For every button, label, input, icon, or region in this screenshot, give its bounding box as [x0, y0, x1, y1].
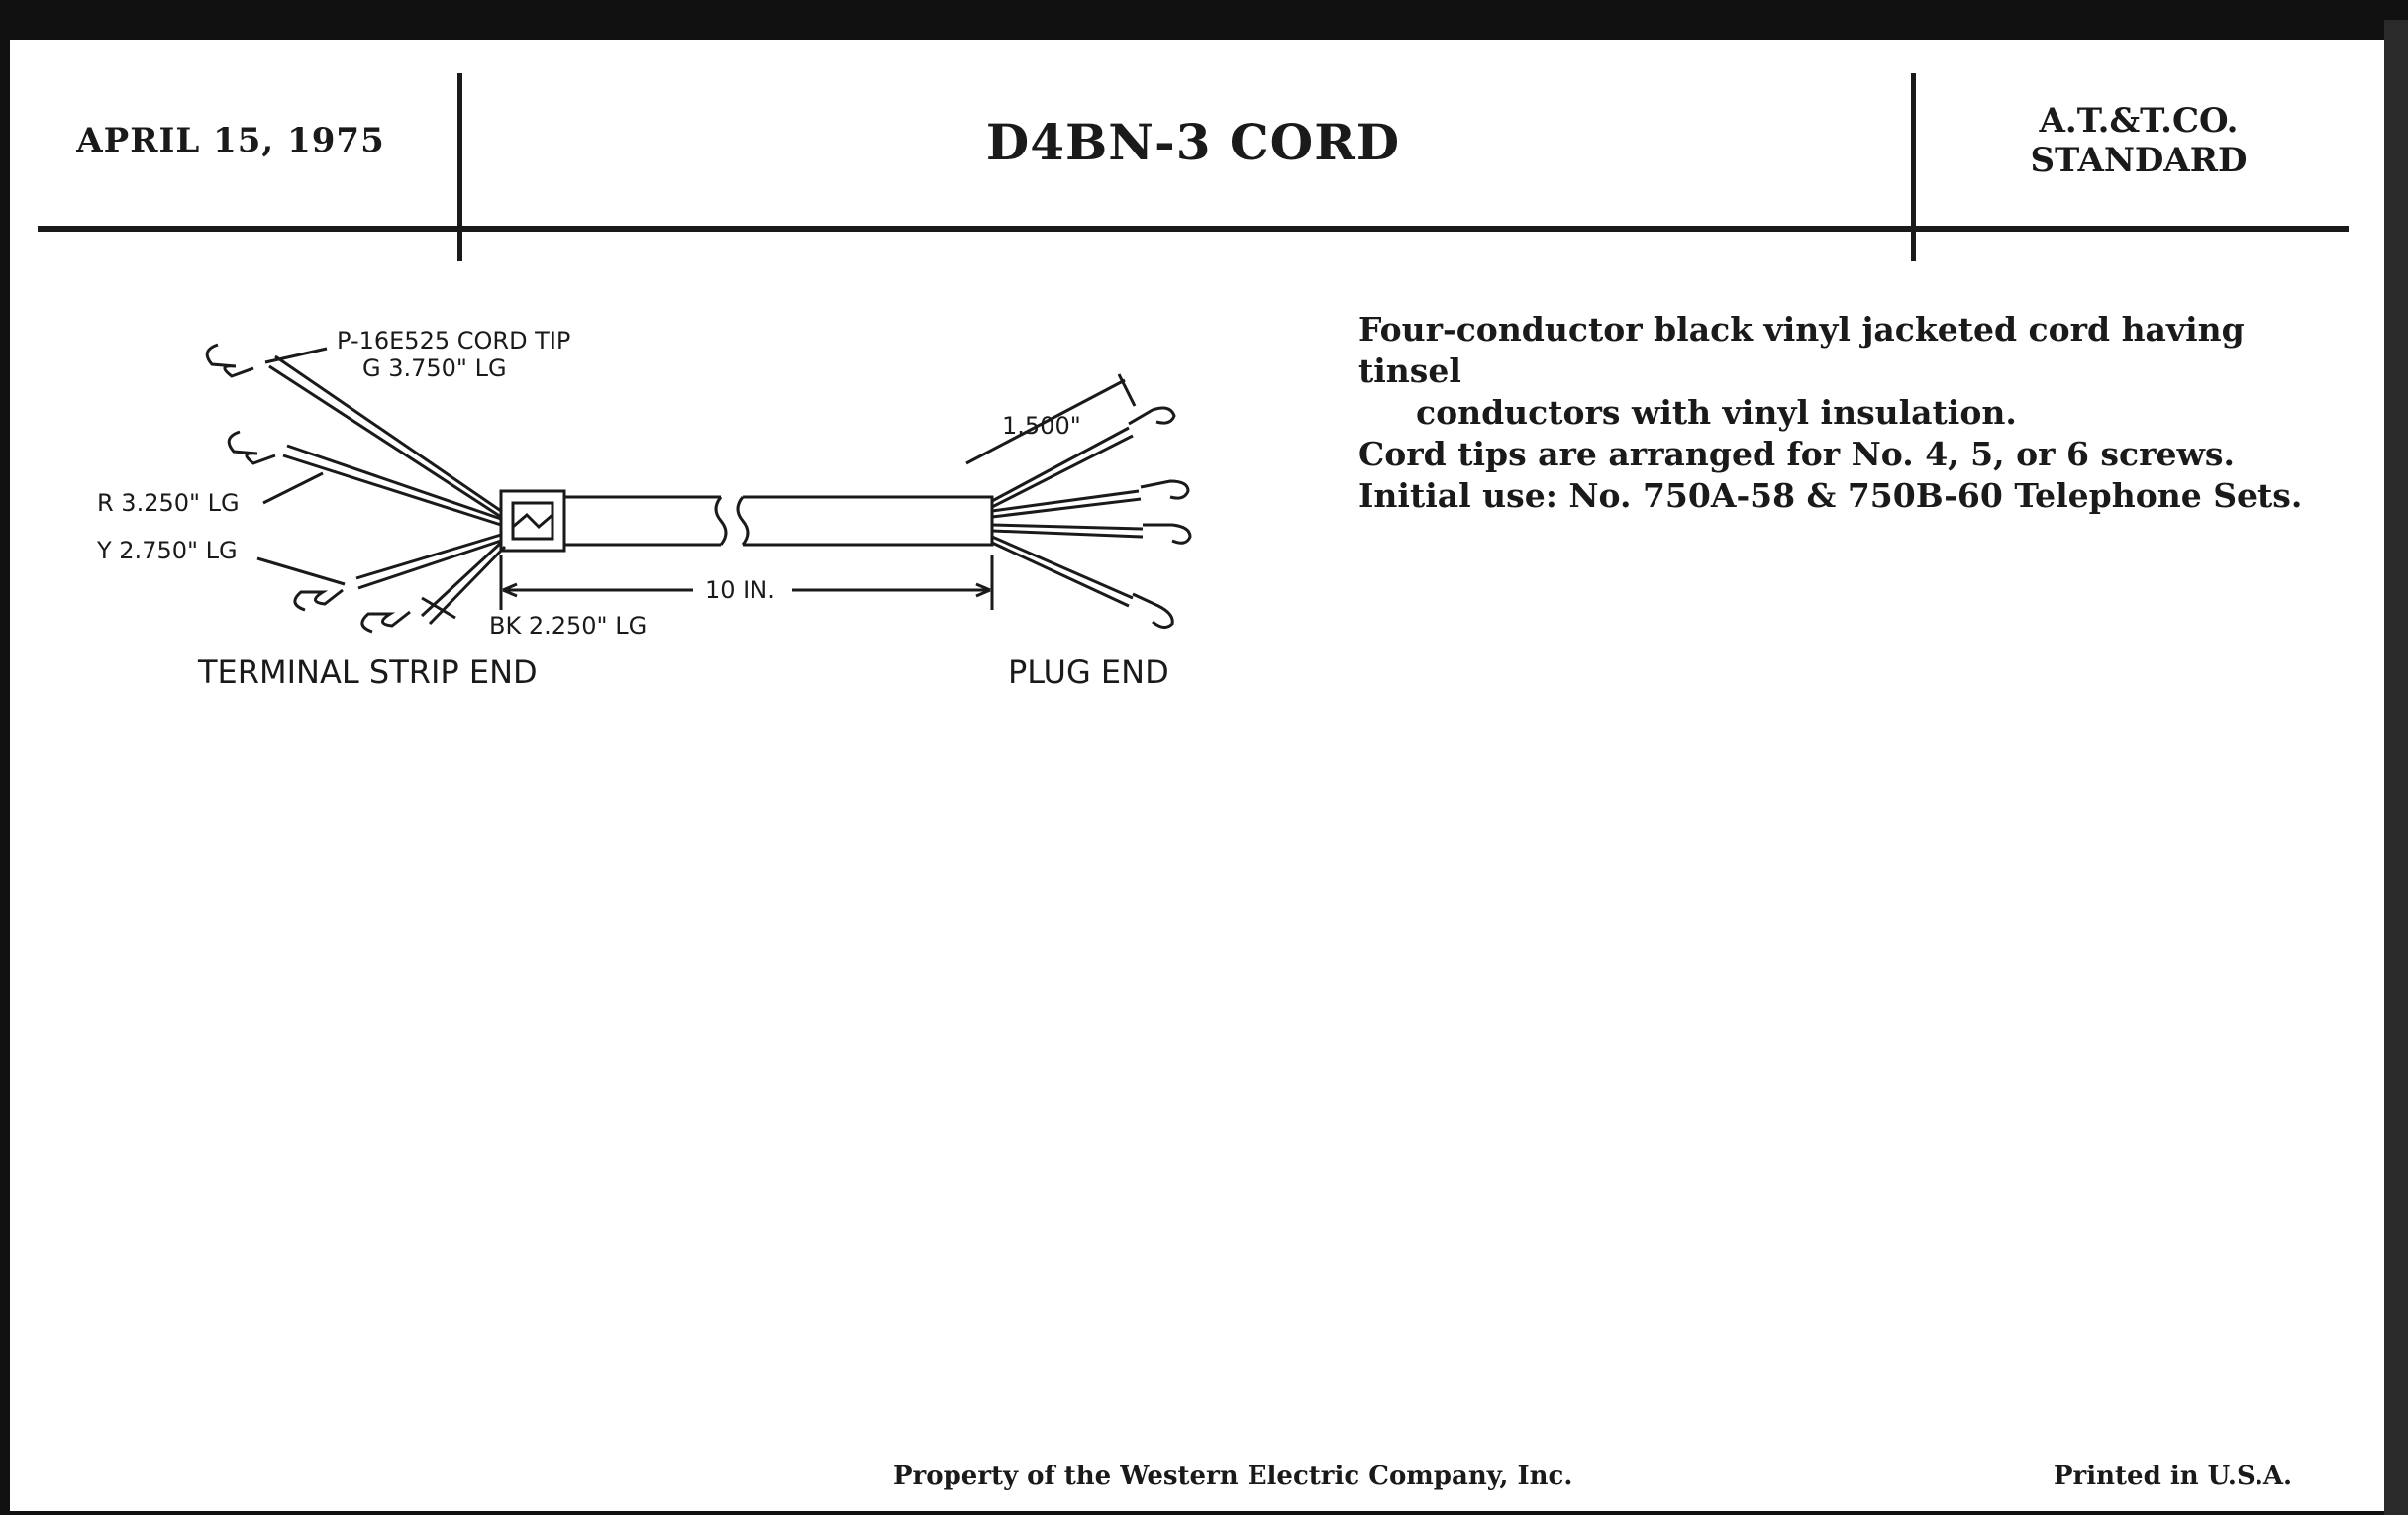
card-right-edge: [2384, 20, 2408, 1515]
label-black-lead: BK 2.250" LG: [489, 612, 648, 640]
cord-jacket: [505, 497, 992, 545]
label-red-lead: R 3.250" LG: [97, 489, 240, 517]
document-card: [10, 40, 2384, 1511]
label-length: 10 IN.: [705, 576, 775, 604]
label-green-lead: G 3.750" LG: [362, 354, 507, 382]
standard-line-1: A.T.&T.CO.: [2039, 101, 2239, 141]
header-divider-right: [1911, 73, 1916, 261]
footer-printed: Printed in U.S.A.: [2054, 1462, 2293, 1491]
issue-date: APRIL 15, 1975: [76, 121, 385, 160]
label-tip-length: 1.500": [1002, 412, 1081, 440]
standard-block: [1921, 101, 2357, 180]
footer-property: Property of the Western Electric Company, Inc.: [893, 1462, 1573, 1491]
label-yellow-lead: Y 2.750" LG: [97, 537, 238, 564]
label-cord-tip: P-16E525 CORD TIP: [337, 327, 571, 354]
description-line-2: Cord tips are arranged for No. 4, 5, or 6 screws.: [1358, 435, 2235, 473]
header-divider-left: [457, 73, 462, 261]
label-plug-end: PLUG END: [1008, 654, 1169, 691]
description: [1358, 309, 2349, 517]
label-terminal-end: TERMINAL STRIP END: [198, 654, 538, 691]
cord-diagram: [89, 317, 1218, 703]
description-line-1-cont: conductors with vinyl insulation.: [1416, 393, 2017, 432]
description-line-1: Four-conductor black vinyl jacketed cord having tinsel: [1358, 310, 2245, 390]
page-title: D4BN-3 CORD: [985, 113, 1401, 171]
description-line-3: Initial use: No. 750A-58 & 750B-60 Telephone Sets.: [1358, 476, 2303, 515]
header-rule: [38, 226, 2349, 232]
standard-line-2: STANDARD: [2030, 141, 2248, 180]
